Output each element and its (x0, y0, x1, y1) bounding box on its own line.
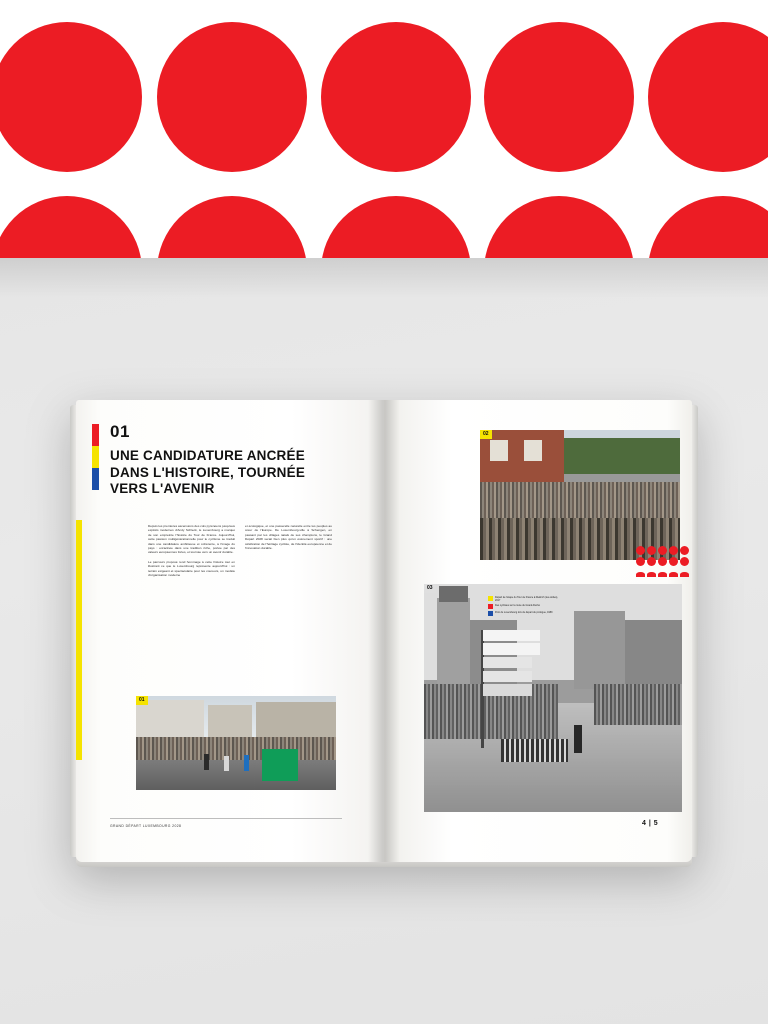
red-dot (669, 557, 678, 566)
photo-window (490, 440, 508, 461)
photo-tag-01: 01 (136, 696, 148, 705)
photo-window (524, 440, 542, 461)
red-dot (680, 557, 689, 566)
body-text-columns (148, 524, 332, 582)
photo-01 (136, 696, 336, 790)
photo-tag-03: 03 (424, 584, 436, 593)
footer-text: GRAND DÉPART LUXEMBOURG 2028 (110, 824, 182, 828)
photo-crowd-right (594, 684, 682, 725)
red-dot (669, 546, 678, 555)
accent-bar-yellow (92, 446, 99, 468)
page-number: 4 | 5 (642, 820, 659, 827)
legend-text: Des cyclistes sur la route du Grand-Duché (495, 603, 540, 607)
photo-green-flag (262, 749, 298, 781)
body-column-2 (245, 524, 332, 582)
red-dot-grid (636, 546, 682, 580)
photo-crowd (136, 737, 336, 760)
red-dot (157, 22, 307, 172)
red-dot (321, 196, 471, 258)
legend-item (488, 604, 560, 609)
red-dot (647, 546, 656, 555)
chapter-number: 01 (110, 422, 130, 441)
accent-bar-red (92, 424, 99, 446)
photo-rider (224, 756, 229, 771)
photo-rider (244, 755, 249, 771)
paragraph: et écologique, et une passerelle naturelle entre les peuples au cœur de l'Europe. De Luxembourg-ville à Schengen, en passant par les villages natals de ses champions, le Grand Départ 2028 serait bien plus qu'un événement sportif : une célébration de l'héritage cycliste, de l'identité européenne et de l'innovation durable. (245, 524, 332, 551)
red-dot (658, 557, 667, 566)
red-dot-half (680, 572, 689, 577)
legend-item (488, 611, 560, 616)
photo-02 (480, 430, 680, 560)
left-page (76, 400, 384, 862)
paragraph: Le parcours proposé rend hommage à cette histoire tout en illustrant ce que le Luxembourg représente aujourd'hui : un terrain exigeant et spectaculaire pour les coureurs, un modèle d'organisation moderne (148, 559, 235, 578)
photo-building (208, 705, 252, 741)
red-dot (648, 196, 768, 258)
red-dot (0, 196, 142, 258)
legend-swatch-red (488, 604, 493, 609)
chapter-title: UNE CANDIDATURE ANCRÉE DANS L'HISTOIRE, TOURNÉE VERS L'AVENIR (110, 448, 306, 496)
photo-official (574, 725, 582, 753)
red-dot-half (647, 572, 656, 577)
footer-divider (110, 818, 342, 819)
red-dot (636, 557, 645, 566)
photo-rider (204, 754, 209, 770)
signpost-sign (483, 657, 532, 668)
photo-trees (564, 438, 680, 474)
photo-tower-roof (439, 586, 467, 602)
red-dot-half (669, 572, 678, 577)
red-dot (321, 22, 471, 172)
book-edge-right (691, 405, 698, 857)
red-dot (484, 22, 634, 172)
signpost-sign (483, 671, 532, 682)
legend-item (488, 596, 560, 602)
body-column-1 (148, 524, 235, 582)
red-dot-half (636, 572, 645, 577)
red-dot (0, 22, 142, 172)
accent-bar-blue (92, 468, 99, 490)
legend-text: Départ de l'étape du Tour de France à Diekirch (les étoiles), 2017 (495, 596, 558, 602)
legend-text: Pont du Luxembourg lors du départ du prologue, 1989 (495, 610, 553, 614)
red-dot-banner (0, 0, 768, 258)
red-dot (647, 557, 656, 566)
signpost-sign (483, 643, 540, 654)
red-dot (680, 546, 689, 555)
photo-tag-02: 02 (480, 430, 492, 439)
red-dot-half (658, 572, 667, 577)
photo-building (625, 620, 682, 688)
red-dot (636, 546, 645, 555)
photo-building (256, 702, 336, 741)
red-dot (484, 196, 634, 258)
photo-tower (437, 598, 471, 689)
photo-peloton (501, 739, 568, 762)
paragraph: Depuis les premières ascensions des cols pyrénéens jusqu'aux exploits modernes d'Andy Schleck, le Luxembourg a marqué de son empreinte l'histoire du Tour de France. Aujourd'hui, cette passion multigénérationnelle pour le cyclisme se traduit dans une candidature ambitieuse et cohérente, à l'image du pays : enracinée dans une tradition riche, portée par des valeurs européennes fortes, et tournée vers un avenir durable. (148, 524, 235, 555)
photo-legend (488, 596, 560, 618)
left-margin-yellow-bar (76, 520, 82, 760)
photo-building (574, 611, 626, 689)
right-page (384, 400, 692, 862)
legend-swatch-blue (488, 611, 493, 616)
red-dot (658, 546, 667, 555)
photo-building (136, 700, 204, 741)
photo-03 (424, 584, 682, 812)
signpost-sign (483, 630, 540, 641)
open-book (76, 400, 692, 862)
wall-shadow (0, 258, 768, 298)
red-dot (648, 22, 768, 172)
legend-swatch-yellow (488, 596, 493, 601)
red-dot (157, 196, 307, 258)
signpost-sign (483, 684, 532, 695)
photo-road (136, 760, 336, 790)
